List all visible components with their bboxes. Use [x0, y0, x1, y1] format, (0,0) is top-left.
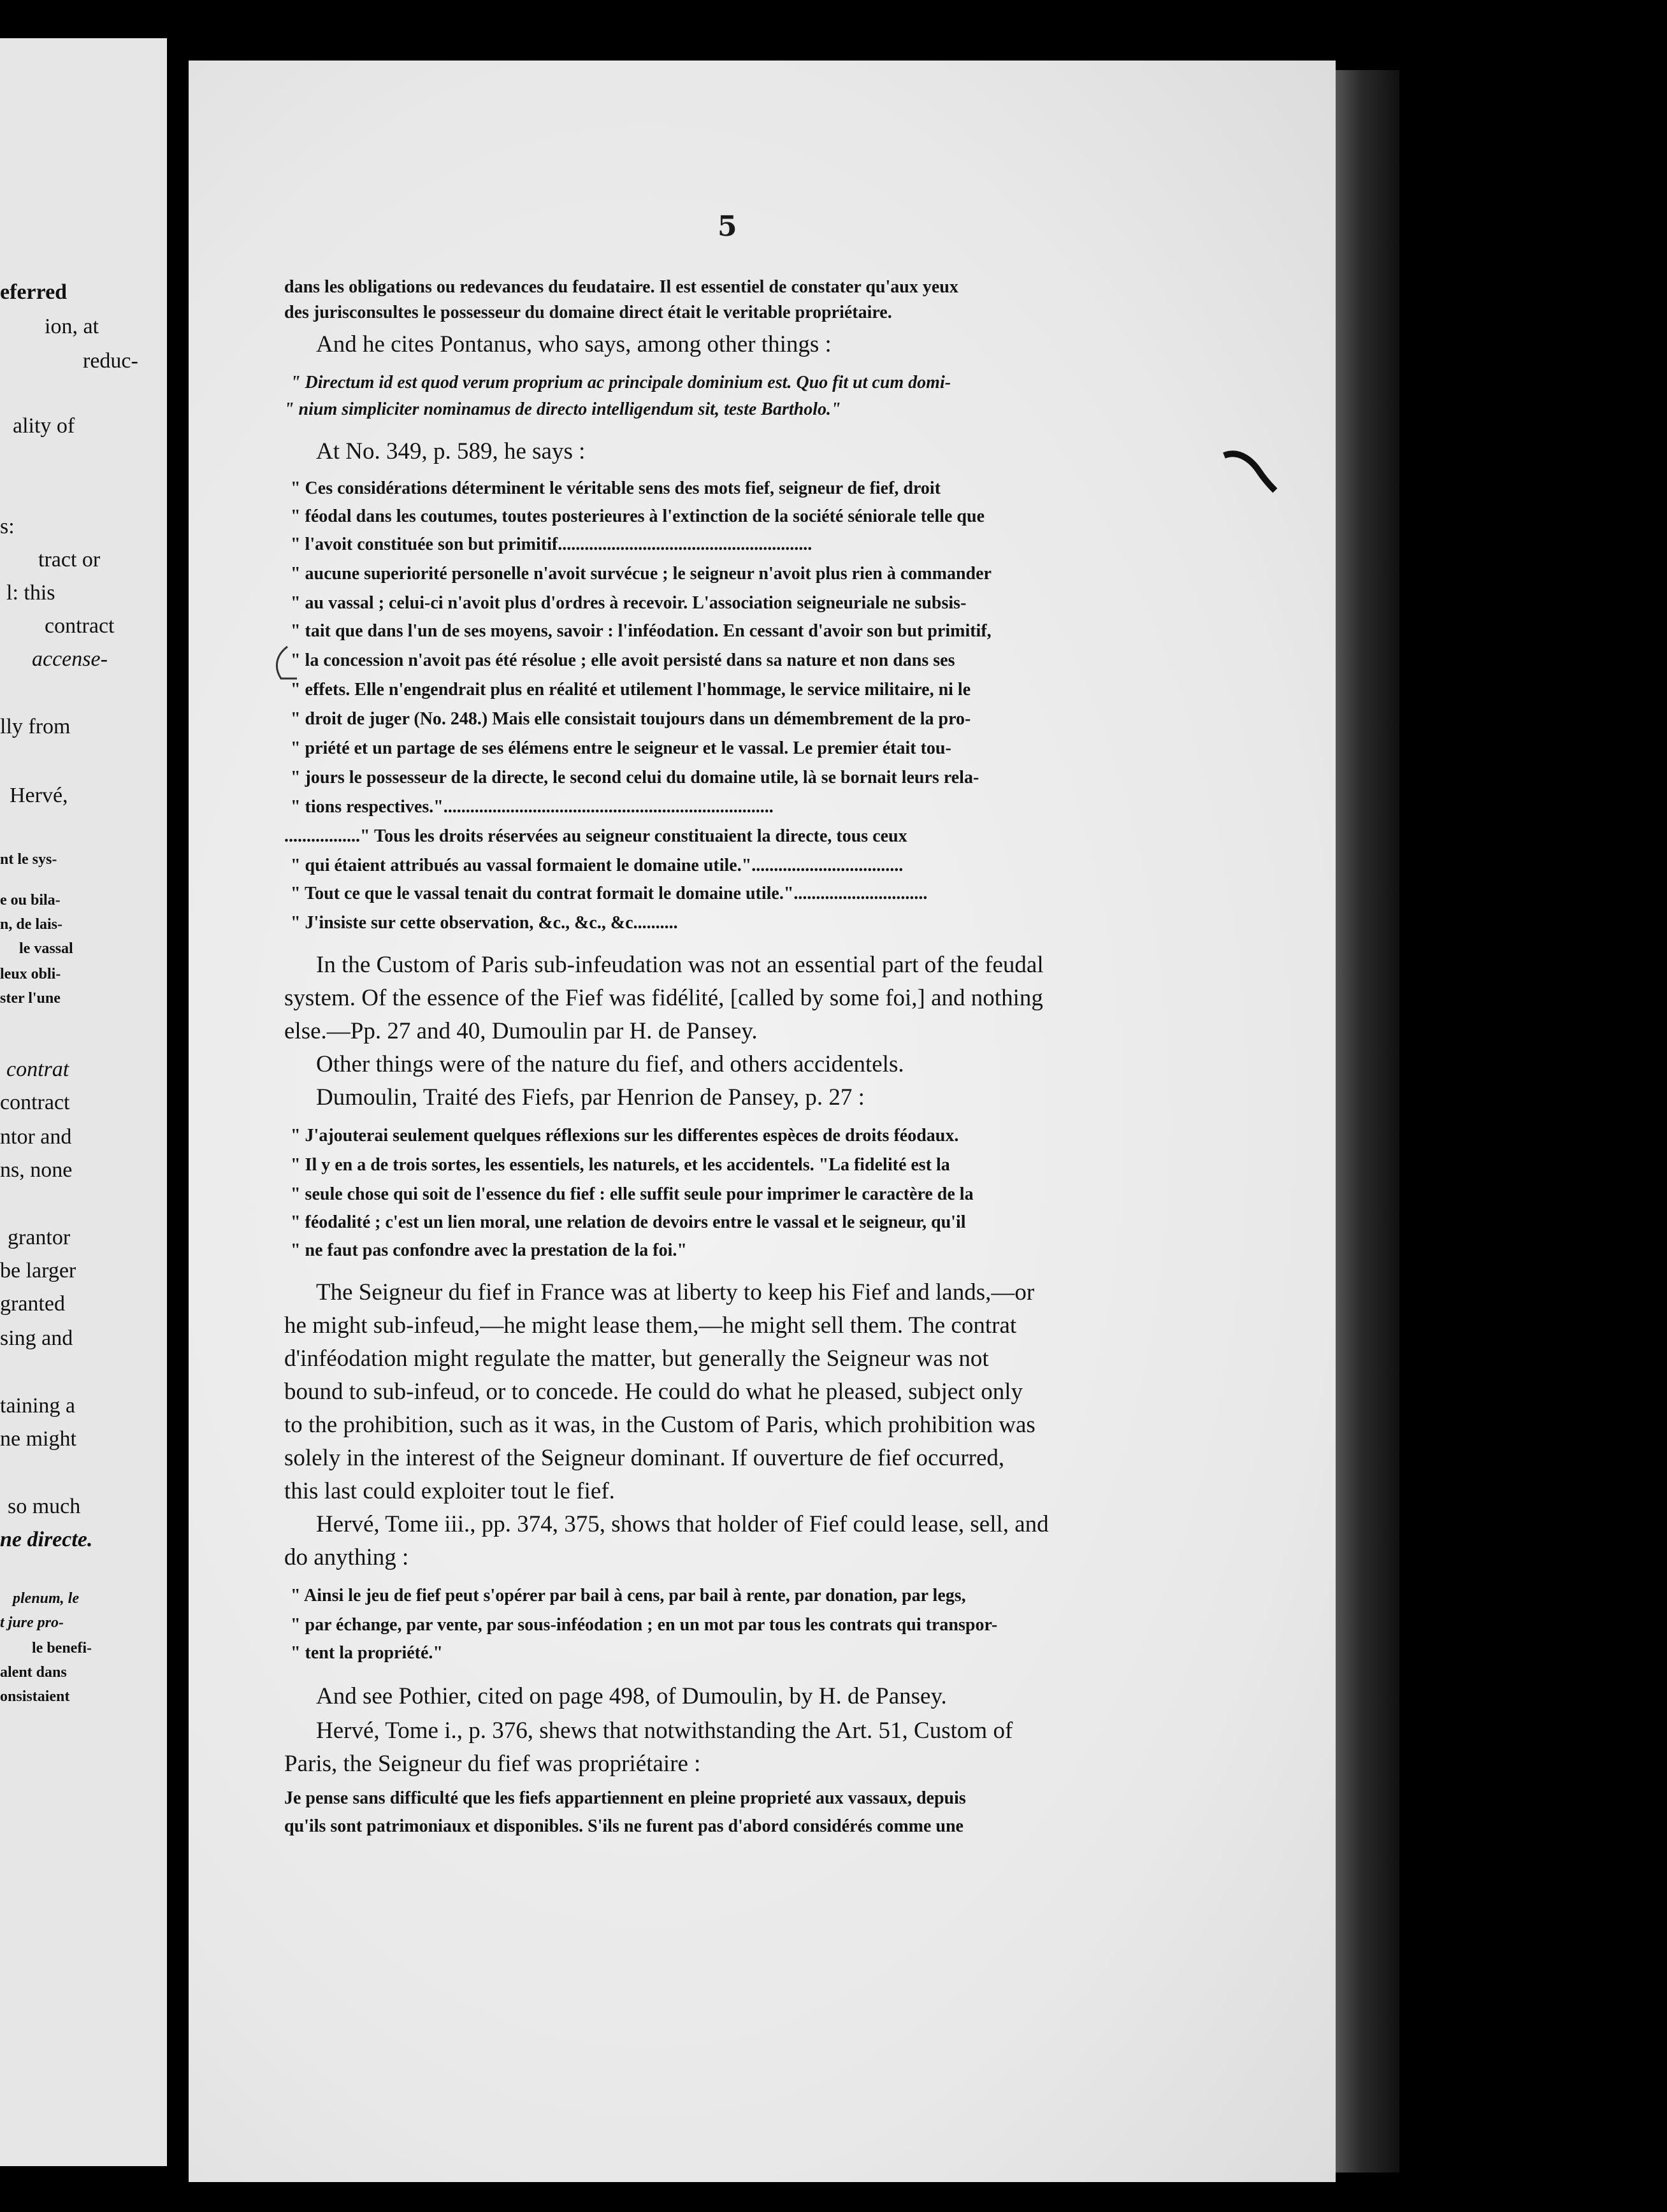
left-text-line: be larger [0, 1259, 76, 1282]
left-text-line: plenum, le [13, 1590, 80, 1607]
left-text-line: grantor [8, 1226, 71, 1249]
ink-mark-icon [1221, 443, 1278, 494]
quote-line: " J'insiste sur cette observation, &c., &c., &c.......... [291, 913, 678, 933]
text-line: Dumoulin, Traité des Fiefs, par Henrion de Pansey, p. 27 : [316, 1084, 865, 1110]
left-text-line: leux obli- [0, 966, 61, 982]
quote-line: qu'ils sont patrimoniaux et disponibles. S'ils ne furent pas d'abord considérés comme une [284, 1816, 963, 1836]
left-text-line: alent dans [0, 1664, 67, 1681]
left-text-line: ns, none [0, 1158, 73, 1182]
quote-line: " Tout ce que le vassal tenait du contrat formait le domaine utile.".............................. [291, 884, 928, 903]
left-text-line: tract or [38, 548, 101, 571]
quote-line: " qui étaient attribués au vassal formaient le domaine utile.".................................. [291, 856, 904, 875]
left-text-line: taining a [0, 1394, 76, 1418]
text-line: d'inféodation might regulate the matter, but generally the Seigneur was not [284, 1346, 989, 1372]
left-text-line: lly from [0, 715, 71, 738]
left-text-line: granted [0, 1292, 65, 1316]
quote-line: " seule chose qui soit de l'essence du fief : elle suffit seule pour imprimer le caractère de la [291, 1184, 974, 1204]
left-text-line: contract [0, 1091, 70, 1114]
quote-line: " tent la propriété." [291, 1643, 443, 1663]
left-text-line: nt le sys- [0, 851, 57, 868]
page-number: 5 [718, 210, 737, 243]
text-line: do anything : [284, 1544, 409, 1570]
text-line: In the Custom of Paris sub-infeudation was not an essential part of the feudal [316, 952, 1044, 978]
quote-line: " tait que dans l'un de ses moyens, savoir : l'inféodation. En cessant d'avoir son but primitif, [291, 621, 992, 641]
quote-line: " priété et un partage de ses élémens entre le seigneur et le vassal. Le premier était tou- [291, 738, 951, 758]
left-text-line: ster l'une [0, 990, 61, 1007]
quote-line: Je pense sans difficulté que les fiefs appartiennent en pleine proprieté aux vassaux, depuis [284, 1788, 966, 1808]
book-page [189, 61, 1336, 2182]
quote-line: " au vassal ; celui-ci n'avoit plus d'ordres à recevoir. L'association seigneuriale ne subsis- [291, 593, 967, 613]
text-line: this last could exploiter tout le fief. [284, 1478, 615, 1504]
left-text-line: ne might [0, 1427, 76, 1451]
text-line: At No. 349, p. 589, he says : [316, 438, 586, 464]
text-line: " nium simpliciter nominamus de directo intelligendum sit, teste Bartholo." [284, 399, 841, 419]
text-line: Hervé, Tome iii., pp. 374, 375, shows that holder of Fief could lease, sell, and [316, 1511, 1049, 1537]
text-line: bound to sub-infeud, or to concede. He could do what he pleased, subject only [284, 1379, 1023, 1405]
quote-line: ................." Tous les droits réservées au seigneur constituaient la directe, tous ceux [284, 826, 907, 846]
left-text-line: onsistaient [0, 1688, 70, 1705]
quote-line: " la concession n'avoit pas été résolue ; elle avoit persisté dans sa nature et non dans ses [291, 650, 955, 670]
quote-line: " Ces considérations déterminent le véritable sens des mots fief, seigneur de fief, droit [291, 478, 941, 498]
left-text-line: t jure pro- [0, 1614, 64, 1631]
quote-line: " droit de juger (No. 248.) Mais elle consistait toujours dans un démembrement de la pro- [291, 709, 971, 729]
quote-line: " ne faut pas confondre avec la prestation de la foi." [291, 1240, 687, 1260]
left-text-line: sing and [0, 1326, 73, 1350]
quote-line: " effets. Elle n'engendrait plus en réalité et utilement l'hommage, le service militaire, ni le [291, 680, 971, 700]
text-line: system. Of the essence of the Fief was fidélité, [called by some foi,] and nothing [284, 985, 1043, 1011]
left-text-line: s: [0, 515, 15, 538]
left-text-line: Hervé, [10, 784, 68, 807]
bracket-mark-icon [268, 643, 300, 682]
text-line: Hervé, Tome i., p. 376, shews that notwithstanding the Art. 51, Custom of [316, 1718, 1013, 1744]
text-line: else.—Pp. 27 and 40, Dumoulin par H. de Pansey. [284, 1018, 758, 1044]
quote-line: " féodal dans les coutumes, toutes posterieures à l'extinction de la société séniorale telle que [291, 506, 985, 526]
text-line: The Seigneur du fief in France was at liberty to keep his Fief and lands,—or [316, 1279, 1035, 1305]
left-text-line: le vassal [19, 940, 73, 957]
text-line: " Directum id est quod verum proprium ac principale dominium est. Quo fit ut cum domi- [291, 373, 951, 392]
left-text-line: n, de lais- [0, 916, 63, 933]
quote-line: " Ainsi le jeu de fief peut s'opérer par bail à cens, par bail à rente, par donation, par legs, [291, 1586, 966, 1605]
left-text-line: ality of [13, 414, 75, 438]
left-text-line: accense- [32, 647, 108, 671]
quote-line: " aucune superiorité personelle n'avoit survécue ; le seigneur n'avoit plus rien à commander [291, 564, 992, 584]
text-line: he might sub-infeud,—he might lease them,—he might sell them. The contrat [284, 1312, 1017, 1339]
left-text-line: l: this [6, 581, 55, 605]
left-text-line: contract [45, 614, 115, 638]
quote-line: " féodalité ; c'est un lien moral, une relation de devoirs entre le vassal et le seigneur, qu'il [291, 1212, 966, 1232]
left-text-line: ion, at [45, 315, 99, 338]
text-line: dans les obligations ou redevances du feudataire. Il est essentiel de constater qu'aux yeux [284, 277, 958, 297]
text-line: And he cites Pontanus, who says, among other things : [316, 331, 832, 357]
text-line: to the prohibition, such as it was, in the Custom of Paris, which prohibition was [284, 1412, 1036, 1438]
text-line: des jurisconsultes le possesseur du domaine direct était le veritable propriétaire. [284, 303, 892, 322]
left-text-line: ntor and [0, 1125, 72, 1149]
page-body [284, 61, 1291, 2182]
quote-line: " J'ajouterai seulement quelques réflexions sur les differentes espèces de droits féodaux. [291, 1126, 959, 1146]
left-facing-page [0, 38, 167, 2166]
quote-line: " tions respectives.".......................................................................... [291, 797, 774, 817]
text-line: Paris, the Seigneur du fief was propriétaire : [284, 1751, 701, 1777]
left-text-line: contrat [6, 1058, 69, 1081]
left-text-line: ne directe. [0, 1528, 93, 1551]
left-text-line: so much [8, 1495, 81, 1518]
left-text-line: eferred [0, 280, 68, 304]
text-line: Other things were of the nature du fief, and others accidentels. [316, 1051, 904, 1077]
left-text-line: reduc- [83, 349, 138, 373]
left-text-line: e ou bila- [0, 892, 61, 908]
quote-line: " jours le possesseur de la directe, le second celui du domaine utile, là se bornait leurs rela- [291, 768, 979, 787]
quote-line: " par échange, par vente, par sous-inféodation ; en un mot par tous les contrats qui transpor- [291, 1615, 998, 1635]
quote-line: " Il y en a de trois sortes, les essentiels, les naturels, et les accidentels. "La fidelité est la [291, 1155, 950, 1175]
text-line: solely in the interest of the Seigneur dominant. If ouverture de fief occurred, [284, 1445, 1005, 1471]
left-text-line: le benefi- [32, 1640, 92, 1656]
page-edge [1336, 70, 1399, 2172]
text-line: And see Pothier, cited on page 498, of Dumoulin, by H. de Pansey. [316, 1683, 947, 1709]
quote-line: " l'avoit constituée son but primitif......................................................... [291, 535, 812, 554]
